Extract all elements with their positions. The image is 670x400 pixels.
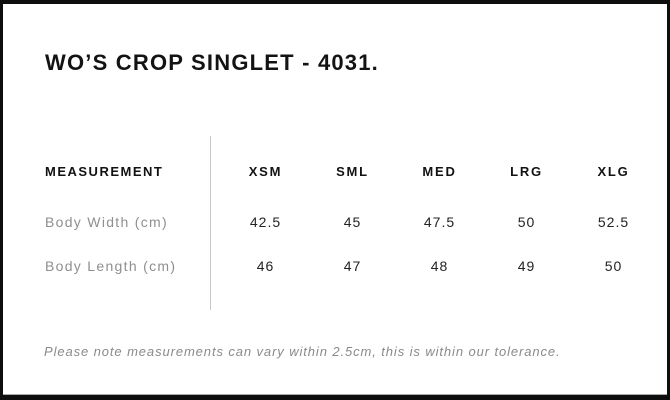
body-length-med-value: 48 [430,258,449,274]
body-length-lrg-value: 49 [517,258,536,274]
body-length-sml-value: 47 [343,258,362,274]
body-width-xlg-value: 52.5 [597,214,630,230]
table-row-body-length [45,258,657,275]
body-width-xsm-value: 42.5 [249,214,282,230]
column-header-lrg: LRG [510,164,543,179]
row-label-body-width: Body Width (cm) [45,214,168,230]
column-header-measurement: MEASUREMENT [45,164,164,179]
body-width-sml-value: 45 [343,214,362,230]
body-width-med-value: 47.5 [423,214,456,230]
column-header-xsm: XSM [248,164,283,179]
page-title: WO’S CROP SINGLET - 4031. [45,50,379,75]
tolerance-note: Please note measurements can vary within 2.5cm, this is within our tolerance. [44,344,561,359]
table-header-row [45,164,657,180]
column-header-med: MED [422,164,457,179]
column-header-sml: SML [336,164,369,179]
column-header-xlg: XLG [597,164,630,179]
body-length-xlg-value: 50 [604,258,623,274]
table-row-body-width [45,214,657,231]
row-label-body-length: Body Length (cm) [45,258,177,274]
body-width-lrg-value: 50 [517,214,536,230]
body-length-xsm-value: 46 [256,258,275,274]
